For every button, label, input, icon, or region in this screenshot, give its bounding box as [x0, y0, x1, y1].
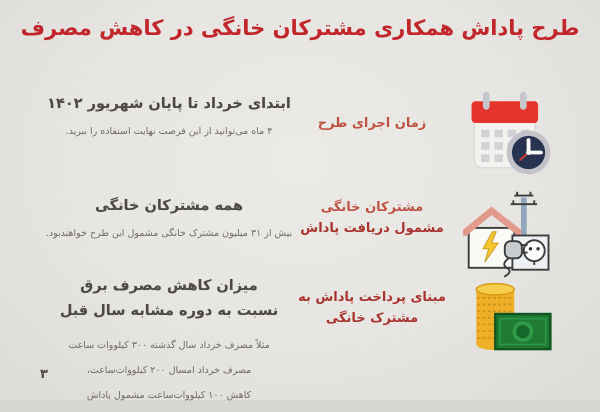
- page-number: ۳: [40, 367, 48, 382]
- label-line: مشترکان خانگی: [320, 200, 424, 215]
- eligible-sub-text: بیش از ۳۱ میلیون مشترک خانگی مشمول این طرح خواهند‌بود.: [45, 228, 293, 240]
- label-line: مبنای پرداخت پاداش به: [298, 290, 446, 305]
- page-title: طرح پاداش همکاری مشترکان خانگی در کاهش مصرف: [20, 16, 580, 40]
- label-line: مشترک خانگی: [325, 310, 419, 326]
- eligible-main-text: همه مشترکان خانگی: [94, 198, 244, 214]
- row-eligible-text: [14, 194, 324, 243]
- sub-line: مصرف خرداد امسال ۲۰۰ کیلووات‌ساعت،: [86, 364, 252, 376]
- row-duration: [0, 84, 600, 184]
- calendar-clock-icon: [463, 86, 558, 181]
- row-payment-text: [14, 274, 324, 412]
- main-line: میزان کاهش مصرف برق: [80, 278, 258, 294]
- sub-line: کاهش ۱۰۰ کیلووات‌ساعت مشمول پاداش: [86, 389, 252, 401]
- duration-main-text: ابتدای خرداد تا پایان شهریور ۱۴۰۲: [47, 96, 291, 112]
- sub-line: مثلاً مصرف خرداد سال گذشته ۳۰۰ کیلووات ساعت: [68, 339, 270, 351]
- main-line: نسبت به دوره مشابه سال قبل: [59, 303, 279, 320]
- duration-sub-text: ۴ ماه می‌توانید از این فرصت نهایت استفاده را ببرید.: [65, 126, 273, 138]
- payment-sub-text: [14, 337, 324, 405]
- label-line: مشمول دریافت پاداش: [300, 220, 444, 236]
- payment-main-text: [14, 274, 324, 325]
- money-coins-banknote-icon: [463, 276, 558, 371]
- row-duration-text: [14, 92, 324, 141]
- row-eligible-subscribers: [0, 182, 600, 282]
- row-payment-basis: [0, 268, 600, 401]
- label-line: زمان اجرای طرح: [317, 116, 427, 131]
